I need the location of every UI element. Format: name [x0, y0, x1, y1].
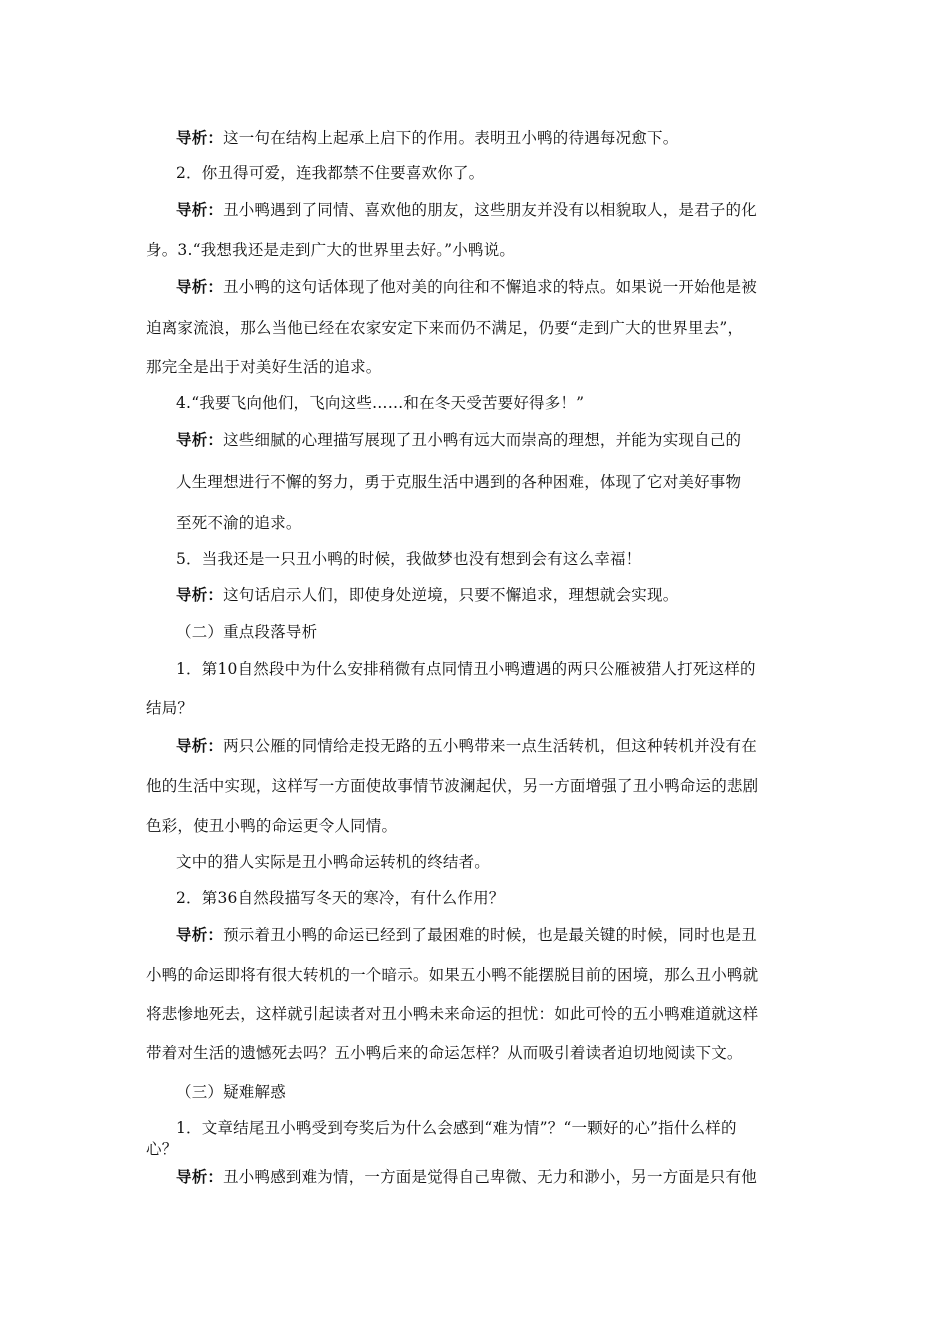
paragraph-line: 导析：这句话启示人们，即使身处逆境，只要不懈追求，理想就会实现。 [176, 585, 679, 604]
question-line: 2．你丑得可爱，连我都禁不住要喜欢你了。 [176, 164, 485, 182]
question-line: 5．当我还是一只丑小鸭的时候，我做梦也没有想到会有这么幸福！ [176, 550, 642, 568]
paragraph-line: 导析：这一句在结构上起承上启下的作用。表明丑小鸭的待遇每况愈下。 [176, 128, 679, 147]
analysis-label: 导析： [176, 200, 224, 219]
analysis-label: 导析： [176, 277, 224, 296]
analysis-label: 导析： [176, 1167, 224, 1186]
paragraph-line: 人生理想进行不懈的努力，勇于克服生活中遇到的各种困难，体现了它对美好事物 [176, 473, 742, 491]
analysis-label: 导析： [176, 585, 224, 604]
paragraph-line: 身。3.“我想我还是走到广大的世界里去好。”小鸭说。 [146, 241, 516, 259]
paragraph-line: 文中的猎人实际是丑小鸭命运转机的终结者。 [176, 853, 491, 871]
question-line: 结局？ [146, 699, 194, 717]
question-line: 2．第36自然段描写冬天的寒冷，有什么作用？ [176, 889, 505, 907]
analysis-label: 导析： [176, 430, 224, 449]
section-heading: （二）重点段落导析 [176, 623, 318, 641]
paragraph-line: 导析：这些细腻的心理描写展现了丑小鸭有远大而崇高的理想，并能为实现自己的 [176, 430, 742, 449]
paragraph-line: 导析：两只公雁的同情给走投无路的五小鸭带来一点生活转机，但这种转机并没有在 [176, 736, 757, 755]
analysis-label: 导析： [176, 736, 224, 755]
question-line: 4.“我要飞向他们，飞向这些……和在冬天受苦要好得多！” [176, 394, 585, 412]
question-line: 心？ [146, 1140, 178, 1158]
question-line: 1．文章结尾丑小鸭受到夸奖后为什么会感到“难为情”？“一颗好的心”指什么样的 [176, 1119, 737, 1137]
paragraph-line: 他的生活中实现，这样写一方面使故事情节波澜起伏，另一方面增强了丑小鸭命运的悲剧 [146, 777, 759, 795]
question-line: 1．第10自然段中为什么安排稍微有点同情丑小鸭遭遇的两只公雁被猎人打死这样的 [176, 660, 756, 678]
paragraph-line: 导析：丑小鸭遇到了同情、喜欢他的朋友，这些朋友并没有以相貌取人，是君子的化 [176, 200, 757, 219]
paragraph-line: 至死不渝的追求。 [176, 514, 302, 532]
analysis-label: 导析： [176, 128, 224, 147]
analysis-label: 导析： [176, 925, 224, 944]
paragraph-line: 迫离家流浪，那么当他已经在农家安定下来而仍不满足，仍要“走到广大的世界里去”， [146, 319, 744, 337]
paragraph-line: 导析：丑小鸭的这句话体现了他对美的向往和不懈追求的特点。如果说一开始他是被 [176, 277, 757, 296]
paragraph-line: 色彩，使丑小鸭的命运更令人同情。 [146, 817, 398, 835]
section-heading: （三）疑难解惑 [176, 1083, 286, 1101]
paragraph-line: 带着对生活的遗憾死去吗？五小鸭后来的命运怎样？从而吸引着读者迫切地阅读下文。 [146, 1044, 743, 1062]
paragraph-line: 小鸭的命运即将有很大转机的一个暗示。如果五小鸭不能摆脱目前的困境，那么丑小鸭就 [146, 966, 759, 984]
paragraph-line: 那完全是出于对美好生活的追求。 [146, 358, 382, 376]
paragraph-line: 将悲惨地死去，这样就引起读者对丑小鸭未来命运的担忧：如此可怜的五小鸭难道就这样 [146, 1005, 759, 1023]
paragraph-line: 导析：预示着丑小鸭的命运已经到了最困难的时候，也是最关键的时候，同时也是丑 [176, 925, 757, 944]
paragraph-line: 导析：丑小鸭感到难为情，一方面是觉得自己卑微、无力和渺小，另一方面是只有他 [176, 1167, 757, 1186]
